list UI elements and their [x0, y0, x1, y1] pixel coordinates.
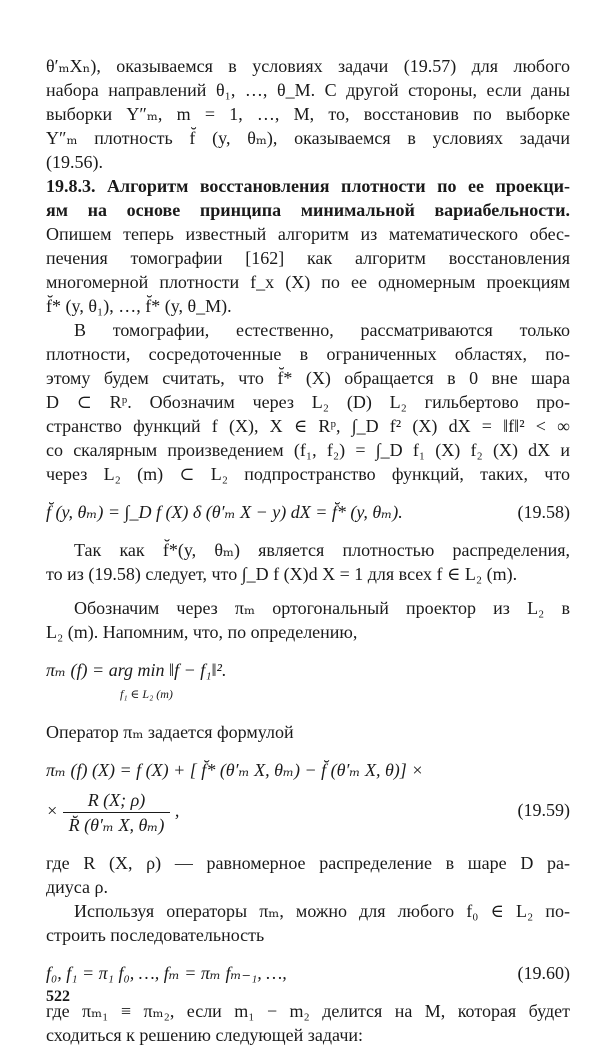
- paragraph-5: [46, 851, 570, 899]
- text-line: Опишем теперь известный алгоритм из математического обес-: [46, 224, 570, 244]
- section-heading: [46, 174, 570, 222]
- heading-line: 19.8.3. Алгоритм восстановления плотности по ее проекци-: [46, 176, 570, 196]
- text-line: сходиться к решению следующей задачи:: [46, 1025, 364, 1045]
- paragraph-3: [46, 538, 570, 586]
- fraction-numerator: R (X; ρ): [63, 788, 171, 813]
- formula-text: f̆ (y, θₘ) = ∫_D f (X) δ (θ′ₘ X − y) dX = f̆* (y, θₘ).: [46, 502, 403, 522]
- text-line: Так как f̆*(y, θₘ) является плотностью распределения,: [74, 540, 570, 560]
- text-line: странство функций f (X), X ∈ Rᵖ, ∫_D f² (X) dX = ‖f‖² < ∞: [46, 416, 570, 436]
- text-line: Оператор πₘ задается формулой: [46, 722, 294, 742]
- fraction: [63, 788, 171, 837]
- paragraph-6: [46, 899, 570, 947]
- equation-number: (19.58): [517, 502, 570, 522]
- text-line: многомерной плотности f_x (X) по ее одномерным проекциям: [46, 272, 570, 292]
- page-number: 522: [46, 988, 70, 1005]
- text-line: плотности, сосредоточенные в ограниченных областях, по-: [46, 344, 570, 364]
- paragraph-1: [46, 222, 570, 318]
- text-line: диуса ρ.: [46, 877, 108, 897]
- formula-argmin: [46, 658, 570, 706]
- paragraph-2: [46, 318, 570, 486]
- text-line: Y″ₘ плотность f̆ (y, θₘ), оказываемся в условиях задачи: [46, 128, 570, 148]
- text-line: (19.56).: [46, 152, 103, 172]
- text-line: где R (X, ρ) — равномерное распределение в шаре D ра-: [46, 853, 570, 873]
- text-line: Обозначим через πₘ ортогональный проектор из L₂ в: [74, 598, 570, 618]
- text-line: θ′ₘXₙ), оказываемся в условиях задачи (19.57) для любого: [46, 56, 570, 76]
- formula-line: πₘ (f) (X) = f (X) + [ f̆* (θ′ₘ X, θₘ) − f̆ (θ′ₘ X, θ)] ×: [46, 760, 424, 780]
- formula-19-60: [46, 961, 570, 985]
- text-line: со скалярным произведением (f₁, f₂) = ∫_D f₁ (X) f₂ (X) dX и: [46, 440, 570, 460]
- paragraph-4: [46, 596, 570, 644]
- text-line: f̆* (y, θ₁), …, f̆* (y, θ_M).: [46, 296, 232, 316]
- text-line: строить последовательность: [46, 925, 265, 945]
- formula-text: f₀, f₁ = π₁ f₀, …, fₘ = πₘ fₘ₋₁, …,: [46, 963, 287, 983]
- paragraph-top: [46, 54, 570, 174]
- formula-text: πₘ (f) = arg min ‖f − f₁‖².: [46, 660, 227, 680]
- text-line: печения томографии [162] как алгоритм восстановления: [46, 248, 570, 268]
- heading-line: ям на основе принципа минимальной вариабельности.: [46, 200, 570, 220]
- text-line: набора направлений θ₁, …, θ_M. С другой стороны, если даны: [46, 80, 570, 100]
- text-line: то из (19.58) следует, что ∫_D f (X)d X = 1 для всех f ∈ L₂ (m).: [46, 564, 518, 584]
- text-line: выборки Y″ₘ, m = 1, …, M, то, восстановив по выборке: [46, 104, 570, 124]
- formula-subscript: f₁ ∈ L₂ (m): [120, 687, 173, 701]
- text-line: Используя операторы πₘ, можно для любого f₀ ∈ L₂ по-: [74, 901, 570, 921]
- text-line: где πₘ₁ ≡ πₘ₂, если m₁ − m₂ делится на M, которая будет: [46, 1001, 570, 1021]
- formula-19-59: [46, 758, 570, 837]
- text-line: этому будем считать, что f̆* (X) обращается в 0 вне шара: [46, 368, 570, 388]
- equation-number: (19.60): [517, 963, 570, 983]
- formula-19-58: [46, 500, 570, 524]
- text-line: через L₂ (m) ⊂ L₂ подпространство функций, таких, что: [46, 464, 570, 484]
- text-line: L₂ (m). Напомним, что, по определению,: [46, 622, 358, 642]
- text-line: D ⊂ Rᵖ. Обозначим через L₂ (D) L₂ гильбертово про-: [46, 392, 570, 412]
- fraction-denominator: R̆ (θ′ₘ X, θₘ): [68, 815, 165, 835]
- text-line: В томографии, естественно, рассматриваются только: [74, 320, 570, 340]
- formula-comma: ,: [174, 800, 180, 821]
- times-sign: ×: [46, 800, 59, 821]
- equation-number: (19.59): [517, 800, 570, 820]
